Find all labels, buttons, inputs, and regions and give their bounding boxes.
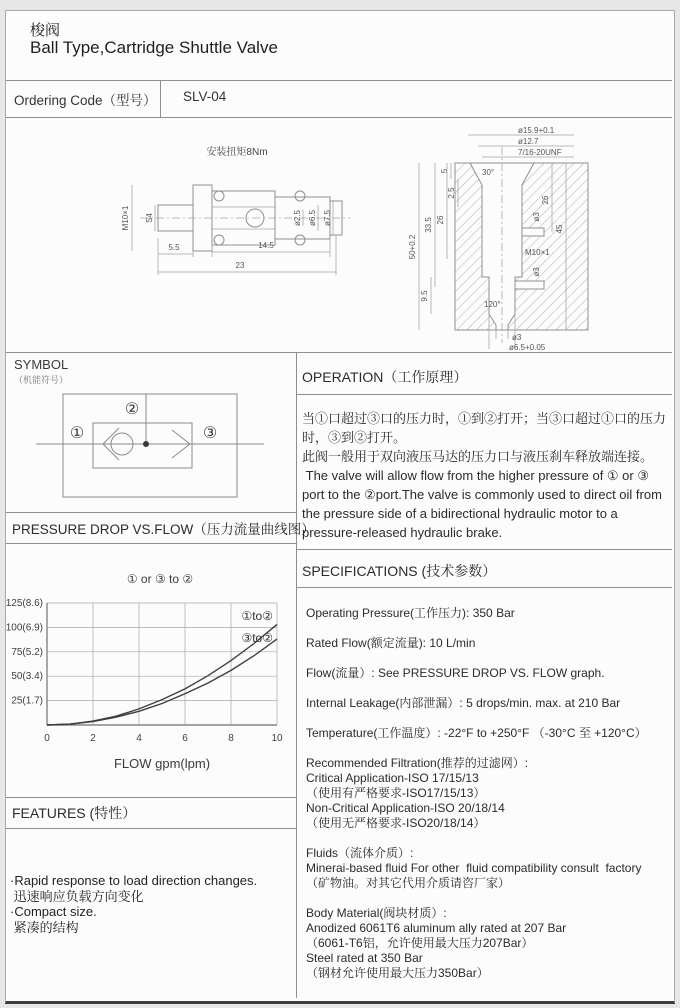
- chart-x-tick: 0: [44, 733, 50, 744]
- specifications-list: [306, 606, 668, 996]
- cavity-cross-section: [408, 126, 588, 352]
- page-title-chinese: 梭阀: [30, 22, 61, 39]
- chart-x-tick: 6: [182, 733, 188, 744]
- spec-line: Body Material(阀块材质）:: [306, 906, 447, 920]
- spec-line: （使用无严格要求-ISO20/18/14）: [306, 816, 486, 830]
- features-list: [10, 873, 290, 935]
- dim-dia-top: ø15.9+0.1: [518, 126, 555, 135]
- divider: [296, 394, 672, 395]
- dim-dia-top2: ø12.7: [518, 137, 539, 146]
- operation-paragraph: 当①口超过③口的压力时，①到②打开；当③口超过①口的压力时，③到②打开。: [302, 411, 667, 445]
- pressure-drop-heading: PRESSURE DROP VS.FLOW（压力流量曲线图）: [12, 522, 315, 537]
- spec-line: Critical Application-ISO 17/15/13: [306, 771, 479, 785]
- pressure-drop-chart: [6, 543, 296, 797]
- chart-x-tick: 2: [90, 733, 96, 744]
- dim-depth-total: 50+0.2: [408, 234, 417, 260]
- dim-port-a: ø3: [532, 212, 541, 222]
- spec-line: Internal Leakage(内部泄漏）: 5 drops/min. max. at 210 Bar: [306, 696, 621, 710]
- page-title-english: Ball Type,Cartridge Shuttle Valve: [30, 38, 278, 57]
- dim-depth-c: 26: [436, 215, 445, 225]
- chart-x-label: FLOW gpm(lpm): [113, 756, 211, 771]
- spec-group: [306, 756, 668, 831]
- feature-line: 迅速响应负载方向变化: [10, 888, 144, 904]
- spec-line: （使用有严格要求-ISO17/15/13）: [306, 786, 486, 800]
- dim-len-total: 23: [235, 261, 245, 270]
- dim-dia-bot-hole: ø3: [512, 333, 522, 342]
- dim-dia-mid: ø6.5: [308, 209, 317, 227]
- dim-angle-bot: 120°: [484, 300, 501, 309]
- divider: [6, 80, 672, 81]
- dim-len-total-right: 45: [555, 224, 564, 234]
- chart-x-tick: 8: [228, 733, 234, 744]
- symbol-heading: SYMBOL: [14, 357, 69, 372]
- specifications-heading: SPECIFICATIONS (技术参数）: [302, 563, 497, 579]
- operation-heading: OPERATION（工作原理）: [302, 369, 468, 385]
- chart-y-tick: 125(8.6): [6, 598, 43, 609]
- spec-group: [306, 846, 668, 891]
- chart-y-tick: 50(3.4): [11, 671, 43, 683]
- spec-line: Non-Critical Application-ISO 20/18/14: [306, 801, 505, 815]
- chart-series-label: ③to②: [241, 631, 273, 645]
- chart-series-label: ①to②: [241, 609, 273, 623]
- dim-depth-d: 33.5: [424, 217, 433, 233]
- spec-line: （矿物油。对其它代用介质请咨厂家）: [306, 876, 511, 890]
- divider: [160, 80, 161, 117]
- feature-line: ·Rapid response to load direction changes.: [10, 873, 258, 888]
- dim-thread-mid: M10×1: [525, 248, 550, 257]
- port-3-label: ③: [202, 425, 218, 442]
- spec-line: Temperature(工作温度）: -22°F to +250°F （-30°C 至 +120°C）: [306, 726, 647, 740]
- feature-line: 紧凑的结构: [10, 919, 79, 935]
- spec-line: Operating Pressure(工作压力): 350 Bar: [306, 606, 515, 620]
- dim-dia-small: ø2.5: [293, 209, 302, 227]
- port-2-label: ②: [124, 401, 140, 418]
- dim-dia-large: ø7.5: [323, 209, 332, 227]
- operation-paragraph: The valve will allow flow from the higher pressure of ① or ③ port to the ②port.The valve is commonly used to direct oil from the pressure side of a bidirectional hydraulic motor to a pressure-released hydraulic brake.: [302, 468, 666, 540]
- divider: [296, 549, 672, 550]
- divider: [6, 512, 296, 513]
- dim-thread-top: 7/16-20UNF: [518, 148, 562, 157]
- dim-dia-bot: ø6.5+0.05: [509, 343, 546, 352]
- spec-line: Flow(流量）: See PRESSURE DROP VS. FLOW graph.: [306, 666, 605, 680]
- spec-line: Steel rated at 350 Bar: [306, 951, 423, 965]
- ordering-code-value: SLV-04: [183, 89, 227, 104]
- spec-line: Rated Flow(额定流量): 10 L/min: [306, 636, 476, 650]
- features-heading: FEATURES (特性）: [12, 805, 137, 821]
- operation-text: [302, 409, 670, 542]
- spec-group: [306, 696, 668, 711]
- spec-group: [306, 906, 668, 981]
- chart-title: ① or ③ to ②: [126, 572, 194, 586]
- datasheet-panel: [5, 10, 675, 1004]
- symbol-subheading: （机能符号）: [14, 375, 69, 385]
- port-1-label: ①: [69, 425, 85, 442]
- spec-line: Recommended Filtration(推荐的过滤网）:: [306, 756, 529, 770]
- ordering-code-label: Ordering Code（型号）: [14, 93, 157, 108]
- engineering-drawings: [6, 117, 672, 352]
- spec-group: [306, 636, 668, 651]
- feature-line: ·Compact size.: [10, 904, 97, 919]
- dim-hex: S4: [145, 213, 154, 223]
- column-divider: [296, 352, 297, 998]
- dim-depth-a: 5: [440, 168, 449, 174]
- spec-line: （钢材允许使用最大压力350Bar）: [306, 966, 489, 980]
- spec-group: [306, 726, 668, 741]
- dim-depth-e: 9.5: [420, 290, 429, 302]
- spec-line: （6061-T6铝，允许使用最大压力207Bar）: [306, 936, 534, 950]
- hydraulic-symbol: [6, 352, 296, 512]
- dim-depth-b: 2.5: [447, 187, 456, 199]
- chart-y-tick: 25(1.7): [11, 695, 43, 707]
- divider: [6, 828, 296, 829]
- spec-group: [306, 606, 668, 621]
- divider: [296, 587, 672, 588]
- dim-len-right: 26: [541, 195, 550, 205]
- dim-len-b: 14.5: [258, 241, 274, 250]
- operation-paragraph: 此阀一般用于双向液压马达的压力口与液压刹车释放端连接。: [302, 449, 654, 464]
- spec-group: [306, 666, 668, 681]
- spec-line: Fluids（流体介质）:: [306, 846, 414, 860]
- torque-note: 安装扭矩8Nm: [206, 147, 268, 158]
- divider: [6, 797, 296, 798]
- cartridge-side-view: [121, 185, 350, 275]
- chart-y-tick: 75(5.2): [11, 646, 43, 658]
- dim-len-a: 5.5: [168, 243, 180, 252]
- dim-angle-top: 30°: [482, 168, 495, 177]
- spec-line: Anodized 6061T6 aluminum ally rated at 207 Bar: [306, 921, 567, 935]
- chart-x-tick: 10: [271, 733, 283, 744]
- spec-line: Minerai-based fluid For other fluid compatibility consult factory: [306, 861, 642, 875]
- chart-x-tick: 4: [136, 733, 142, 744]
- chart-y-tick: 100(6.9): [6, 622, 43, 634]
- dim-thread: M10×1: [121, 205, 130, 231]
- dim-port-b: ø3: [532, 267, 541, 277]
